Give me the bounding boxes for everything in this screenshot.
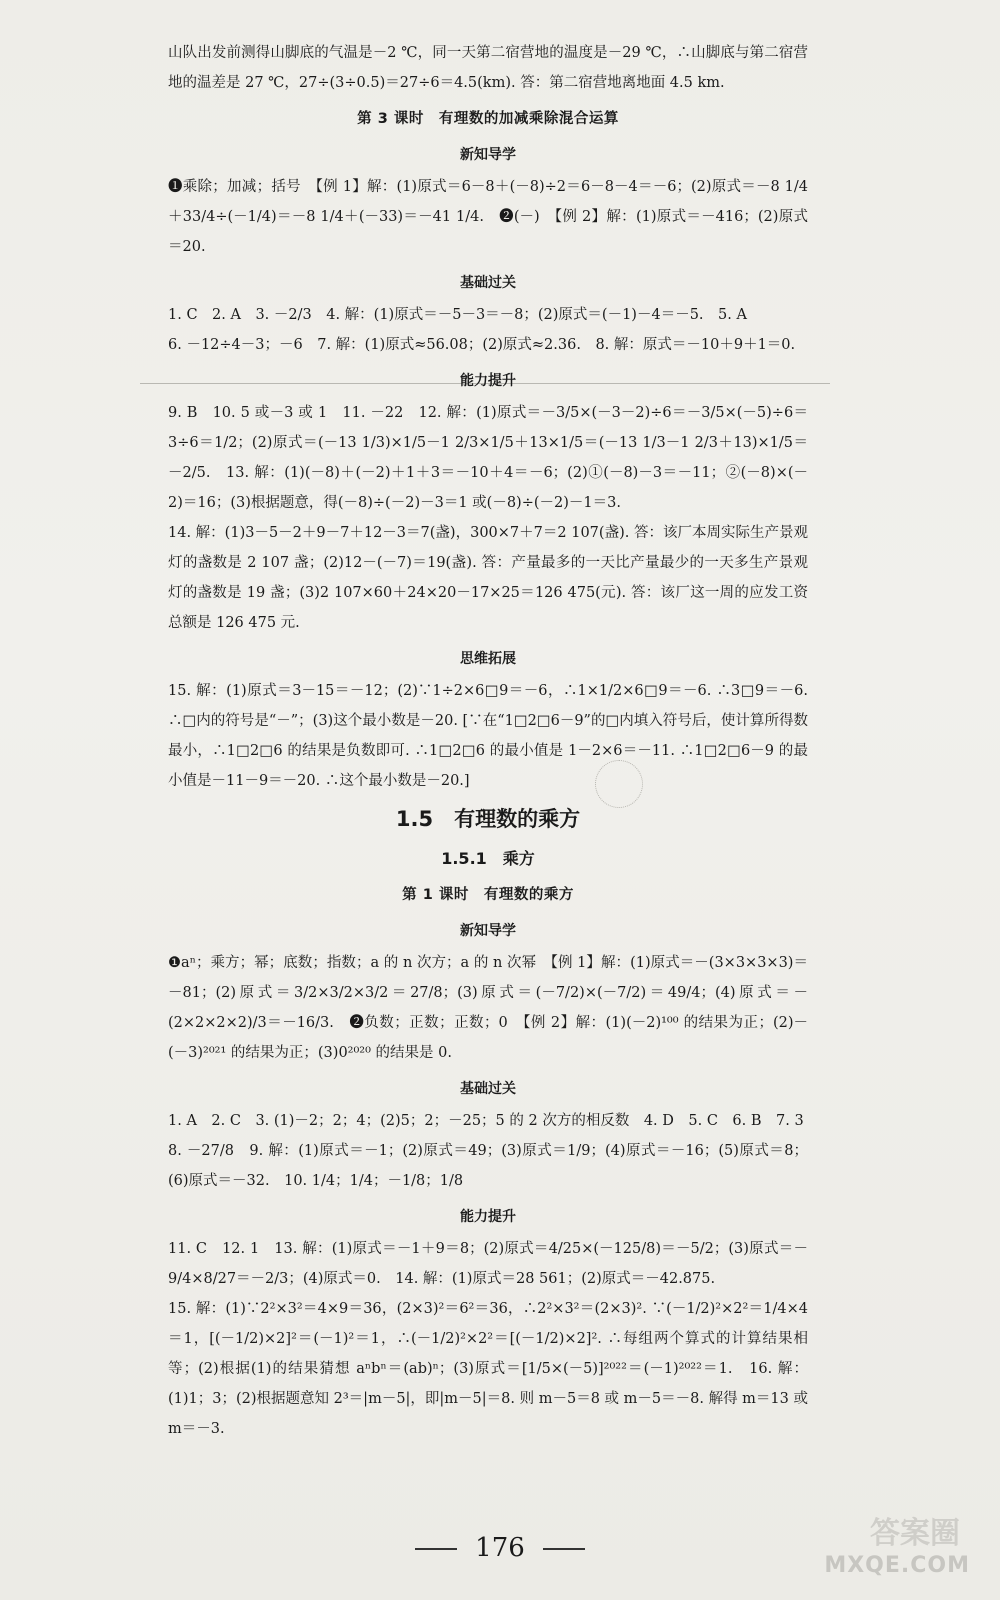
heading-jichu-2: 基础过关 [460,1081,516,1097]
intro-paragraph: 山队出发前测得山脚底的气温是－2 ℃，同一天第二宿营地的温度是－29 ℃，∴山脚底与第二宿营地的温差是 27 ℃，27÷(3÷0.5)＝27÷6＝4.5(km). 答：第二宿营地离地面 4.5 km. [168,45,808,91]
jichu-paragraph-2: 6. －12÷4－3；－6 7. 解：(1)原式≈56.08；(2)原式≈2.36. 8. 解：原式＝－10＋9＋1＝0. [168,337,796,353]
answer-content [168,38,808,1444]
xinzhi-paragraph: ❶乘除；加减；括号 【例 1】解：(1)原式＝6－8＋(－8)÷2＝6－8－4＝－6；(2)原式＝－8 1/4＋33/4÷(－1/4)＝－8 1/4＋(－33)＝－41 1/4. ❷(－) 【例 2】解：(1)原式＝－416；(2)原式＝20. [168,179,808,255]
subsection-title: 1.5.1 乘方 [441,849,535,868]
nengli2-paragraph-2: 15. 解：(1)∵2²×3²＝4×9＝36，(2×3)²＝6²＝36，∴2²×3²＝(2×3)². ∵(－1/2)²×2²＝1/4×4＝1，[(－1/2)×2]²＝(－1)²＝1，∴(－1/2)²×2²＝[(－1/2)×2]². ∴每组两个算式的计算结果相等；(2)根据(1)的结果猜想 aⁿbⁿ＝(ab)ⁿ；(3)原式＝[1/5×(－5)]²⁰²²＝(－1)²⁰²²＝1. 16. 解：(1)1；3；(2)根据题意知 2³＝|m－5|，即|m－5|＝8. 则 m－5＝8 或 m－5＝－8. 解得 m＝13 或 m＝－3. [168,1301,808,1437]
jichu-paragraph-1: 1. C 2. A 3. －2/3 4. 解：(1)原式＝－5－3＝－8；(2)原式＝(－1)－4＝－5. 5. A [168,307,747,323]
jichu2-paragraph-1: 1. A 2. C 3. (1)－2；2；4；(2)5；2；－25；5 的 2 次方的相反数 4. D 5. C 6. B 7. 3 [168,1113,804,1129]
heading-nengli-2: 能力提升 [460,1209,516,1225]
nengli-paragraph-1: 9. B 10. 5 或－3 或 1 11. －22 12. 解：(1)原式＝－3/5×(－3－2)÷6＝－3/5×(－5)÷6＝3÷6＝1/2；(2)原式＝(－13 1/3)×1/5－1 2/3×1/5＋13×1/5＝(－13 1/3－1 2/3＋13)×1/5＝－2/5. 13. 解：(1)(－8)＋(－2)＋1＋3＝－10＋4＝－6；(2)①(－8)－3＝－11；②(－8)×(－2)＝16；(3)根据题意，得(－8)÷(－2)－3＝1 或(－8)÷(－2)－1＝3. [168,405,808,511]
heading-siwei: 思维拓展 [460,651,516,667]
watermark-url: MXQE.COM [824,1553,970,1578]
page-number-text: 176 [475,1533,525,1563]
lesson-title-2: 第 1 课时 有理数的乘方 [402,887,574,903]
nengli-paragraph-2: 14. 解：(1)3－5－2＋9－7＋12－3＝7(盏)，300×7＋7＝2 107(盏). 答：该厂本周实际生产景观灯的盏数是 2 107 盏；(2)12－(－7)＝19(盏). 答：产量最多的一天比产量最少的一天多生产景观灯的盏数是 19 盏；(3)2 107×60＋24×20－17×25＝126 475(元). 答：该厂这一周的应发工资总额是 126 475 元. [168,525,808,631]
section-title: 1.5 有理数的乘方 [395,807,581,831]
heading-jichu: 基础过关 [460,275,516,291]
watermark-logo: 答案圈 [870,1516,960,1551]
heading-xinzhi-2: 新知导学 [460,923,516,939]
dash-left [415,1548,457,1550]
xinzhi-paragraph-2: ❶aⁿ；乘方；幂；底数；指数；a 的 n 次方；a 的 n 次幂 【例 1】解：(1)原式＝－(3×3×3×3)＝－81；(2)原式＝3/2×3/2×3/2＝27/8；(3)原式＝(－7/2)×(－7/2)＝49/4；(4)原式＝－(2×2×2×2)/3＝－16/3. ❷负数；正数；正数；0 【例 2】解：(1)(－2)¹⁰⁰ 的结果为正；(2)－(－3)²⁰²¹ 的结果为正；(3)0²⁰²⁰ 的结果是 0. [168,955,808,1061]
lesson-title: 第 3 课时 有理数的加减乘除混合运算 [357,111,619,127]
siwei-paragraph: 15. 解：(1)原式＝3－15＝－12；(2)∵1÷2×6□9＝－6，∴1×1/2×6□9＝－6. ∴3□9＝－6. ∴□内的符号是“－”；(3)这个最小数是－20. [∵在“1□2□6－9”的□内填入符号后，使计算所得数最小，∴1□2□6 的结果是负数即可. ∴1□2□6 的最小值是 1－2×6＝－11. ∴1□2□6－9 的最小值是－11－9＝－20. ∴这个最小数是－20.] [168,683,808,789]
dash-right [543,1548,585,1550]
jichu2-paragraph-2: 8. －27/8 9. 解：(1)原式＝－1；(2)原式＝49；(3)原式＝1/9；(4)原式＝－16；(5)原式＝8；(6)原式＝－32. 10. 1/4；1/4；－1/8；1/8 [168,1143,808,1189]
nengli2-paragraph-1: 11. C 12. 1 13. 解：(1)原式＝－1＋9＝8；(2)原式＝4/25×(－125/8)＝－5/2；(3)原式＝－9/4×8/27＝－2/3；(4)原式＝0. 14. 解：(1)原式＝28 561；(2)原式＝－42.875. [168,1241,808,1287]
heading-xinzhi: 新知导学 [460,147,516,163]
heading-nengli: 能力提升 [460,373,516,389]
